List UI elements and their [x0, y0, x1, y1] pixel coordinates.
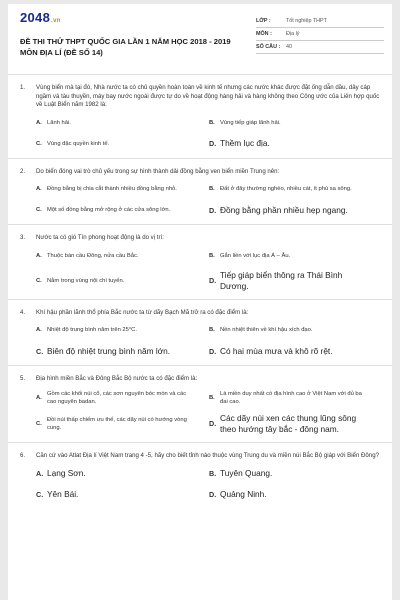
option-text: Thuộc bán cầu Đông, nửa cầu Bắc.: [47, 252, 139, 259]
answer-option-c[interactable]: [36, 413, 209, 435]
option-letter: D.: [209, 139, 217, 148]
option-letter: B.: [209, 119, 215, 126]
option-letter: C.: [36, 277, 42, 284]
answer-option-a[interactable]: [36, 182, 209, 196]
option-text: Đất ở đây thường nghèo, nhiều cát, ít phù sa sông.: [220, 186, 352, 192]
question-number: 2.: [20, 167, 26, 175]
question-2: [8, 158, 392, 225]
option-text: Đồng bằng phần nhiều hẹp ngang.: [220, 204, 348, 215]
option-letter: A.: [36, 252, 42, 259]
answer-option-d[interactable]: [209, 203, 382, 217]
exam-meta: [256, 15, 384, 54]
meta-value: Địa lý: [286, 31, 300, 37]
question-text: Khí hậu phần lãnh thổ phía Bắc nước ta từ dãy Bạch Mã trở ra có đặc điểm là:: [36, 308, 249, 316]
option-letter: D.: [209, 419, 217, 428]
option-letter: C.: [36, 420, 42, 427]
option-text: Vùng tiếp giáp lãnh hải.: [220, 119, 281, 126]
answer-option-d[interactable]: [209, 137, 382, 151]
meta-row: [256, 28, 384, 41]
answer-option-c[interactable]: [36, 270, 209, 292]
option-letter: A.: [36, 327, 42, 333]
option-text: Nền nhiệt thiên về khí hậu xích đạo.: [220, 327, 313, 333]
exam-header: [8, 4, 392, 64]
option-letter: D.: [209, 489, 217, 499]
question-text: Do biển đóng vai trò chủ yếu trong sự hình thành dải đồng bằng ven biển miền Trung nên:: [36, 167, 280, 175]
question-text: Nước ta có gió Tín phong hoạt động là do vị trí:: [36, 234, 164, 241]
answer-option-b[interactable]: [209, 466, 382, 480]
answer-options: [20, 182, 382, 224]
exam-page: [8, 4, 392, 600]
option-letter: C.: [36, 207, 42, 213]
option-letter: A.: [36, 394, 42, 401]
question-3: [8, 224, 392, 299]
answer-option-a[interactable]: [36, 390, 209, 406]
question-6: [8, 442, 392, 509]
answer-options: [20, 466, 382, 508]
meta-label: LỚP :: [256, 18, 271, 24]
option-text: Một số đồng bằng mở rộng ở các cửa sông lớn.: [47, 207, 171, 213]
question-number: 1.: [20, 84, 26, 91]
question-number: 4.: [20, 308, 26, 316]
answer-option-a[interactable]: [36, 116, 209, 130]
option-letter: B.: [209, 252, 215, 259]
meta-row: [256, 15, 384, 28]
meta-label: SỐ CÂU :: [256, 44, 281, 50]
answer-option-c[interactable]: [36, 203, 209, 217]
answer-option-b[interactable]: [209, 249, 382, 263]
option-letter: B.: [209, 468, 217, 478]
option-text: Thềm lục địa.: [220, 138, 270, 148]
option-text: Đồi núi thấp chiếm ưu thế, các dãy núi có hướng vòng cung.: [47, 416, 187, 431]
answer-option-d[interactable]: [209, 413, 382, 435]
option-text: Có hai mùa mưa và khô rõ rệt.: [220, 345, 333, 356]
option-letter: B.: [209, 186, 215, 192]
option-letter: A.: [36, 119, 42, 126]
option-text: Lạng Sơn.: [47, 467, 86, 478]
meta-value: Tốt nghiệp THPT: [286, 18, 327, 24]
answer-option-b[interactable]: [209, 116, 382, 130]
option-text: Là miền duy nhất có địa hình cao ở Việt Nam với đủ ba đai cao.: [220, 390, 362, 405]
option-text: Vùng đặc quyền kinh tế.: [47, 140, 110, 147]
answer-option-b[interactable]: [209, 390, 382, 406]
option-letter: B.: [209, 327, 215, 333]
option-text: Biên độ nhiệt trung bình năm lớn.: [47, 345, 171, 356]
exam-title: ĐỀ THI THỬ THPT QUỐC GIA LẦN 1 NĂM HỌC 2018 - 2019 MÔN ĐỊA LÍ (ĐỀ SỐ 14): [20, 37, 231, 57]
question-number: 5.: [20, 375, 26, 382]
option-text: Nằm trong vùng nội chí tuyến.: [47, 277, 125, 284]
question-stem: [20, 84, 382, 110]
answer-options: [20, 116, 382, 158]
option-text: Yên Bái.: [47, 488, 79, 499]
answer-options: [20, 390, 382, 442]
option-text: Đồng bằng bị chia cắt thành nhiều đồng bằng nhỏ.: [47, 186, 177, 192]
answer-option-d[interactable]: [209, 270, 382, 292]
answer-option-a[interactable]: [36, 466, 209, 480]
question-number: 3.: [20, 234, 26, 241]
question-stem: [20, 309, 382, 318]
option-letter: C.: [36, 140, 42, 147]
option-text: Tiếp giáp biển thông ra Thái Bình Dương.: [220, 269, 343, 291]
question-text: Căn cứ vào Atlat Địa lí Việt Nam trang 4 -5, hãy cho biết tỉnh nào thuộc vùng Trung du và miền núi Bắc Bộ giáp với Biển Đông?: [36, 451, 379, 459]
question-stem: [20, 234, 382, 243]
option-letter: A.: [36, 468, 44, 478]
option-text: Gồm các khối núi cổ, các sơn nguyên bóc mòn và các cao nguyên badan.: [47, 390, 187, 405]
answer-option-c[interactable]: [36, 137, 209, 151]
question-text: Vùng biển mà tại đó, Nhà nước ta có chủ quyền hoàn toàn về kinh tế nhưng các nước khác được đặt ống dẫn dầu, dây cáp ngầm và tàu thuyền, máy bay nước ngoài được tự do về hoạt động hàng hải và hàng không theo Công ước của Liên hợp quốc về Luật Biển năm 1982 là:: [36, 84, 380, 108]
meta-label: MÔN :: [256, 31, 272, 37]
answer-option-b[interactable]: [209, 323, 382, 337]
answer-option-c[interactable]: [36, 344, 209, 358]
answer-options: [20, 323, 382, 365]
option-text: Tuyên Quang.: [220, 467, 273, 478]
option-letter: D.: [209, 346, 217, 356]
question-list: [8, 74, 392, 508]
question-4: [8, 299, 392, 366]
option-letter: C.: [36, 346, 44, 356]
option-letter: C.: [36, 489, 44, 499]
question-stem: [20, 375, 382, 384]
option-text: Quảng Ninh.: [220, 488, 267, 499]
answer-option-c[interactable]: [36, 487, 209, 501]
question-1: [8, 74, 392, 158]
question-stem: [20, 452, 382, 461]
meta-row: [256, 41, 384, 54]
option-text: Lãnh hải.: [47, 119, 71, 126]
option-text: Các dãy núi xen các thung lũng sông theo hướng tây bắc - đông nam.: [220, 412, 357, 434]
option-text: Gắn liền với lục địa Á – Âu.: [220, 252, 291, 259]
option-letter: D.: [209, 205, 217, 215]
question-5: [8, 365, 392, 442]
meta-value: 40: [286, 44, 292, 50]
answer-option-a[interactable]: [36, 249, 209, 263]
option-letter: A.: [36, 186, 42, 192]
site-logo[interactable]: 2048.vn: [20, 10, 61, 25]
answer-option-d[interactable]: [209, 344, 382, 358]
answer-options: [20, 249, 382, 299]
question-text: Địa hình miền Bắc và Đông Bắc Bộ nước ta có đặc điểm là:: [36, 375, 198, 382]
answer-option-a[interactable]: [36, 323, 209, 337]
option-text: Nhiệt độ trung bình năm trên 25°C.: [47, 327, 137, 333]
option-letter: B.: [209, 394, 215, 401]
question-number: 6.: [20, 451, 26, 459]
option-letter: D.: [209, 276, 217, 285]
answer-option-b[interactable]: [209, 182, 382, 196]
question-stem: [20, 168, 382, 177]
answer-option-d[interactable]: [209, 487, 382, 501]
